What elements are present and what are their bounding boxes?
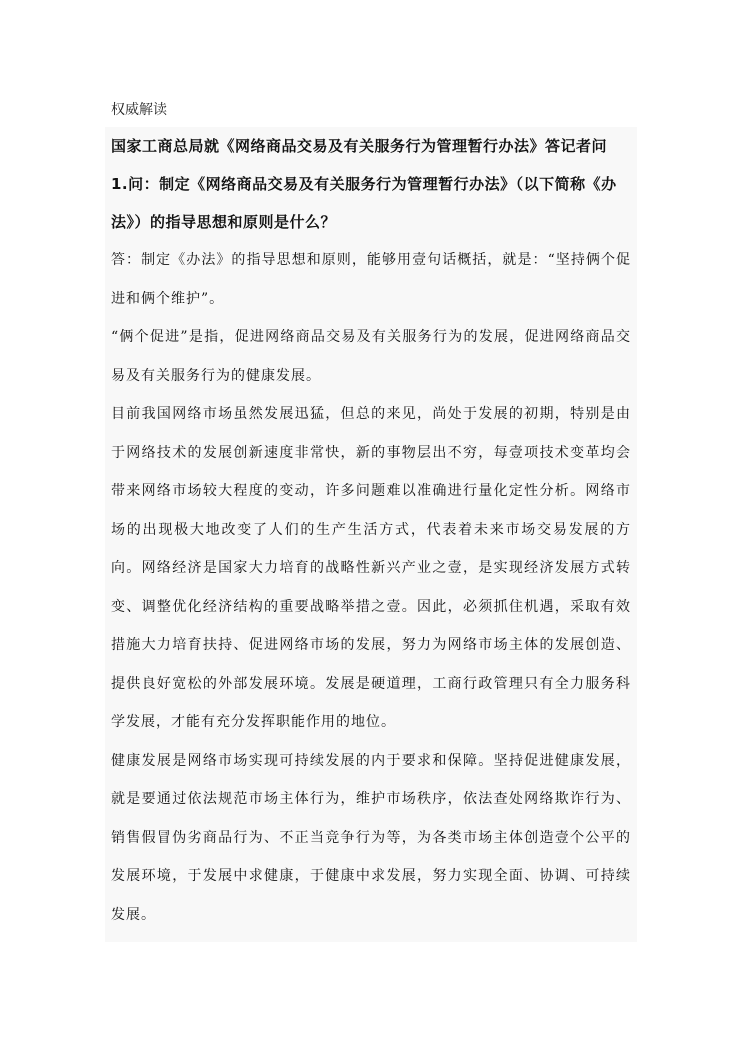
market-development-paragraph: 目前我国网络市场虽然发展迅猛，但总的来见，尚处于发展的初期，特别是由于网络技术的发展创新速度非常快，新的事物层出不穷，每壹项技术变革均会带来网络市场较大程度的变动，许多问题难以准确进行量化定性分析。网络市场的出现极大地改变了人们的生产生活方式，代表着未来市场交易发展的方向。网络经济是国家大力培育的战略性新兴产业之壹，是实现经济发展方式转变、调整优化经济结构的重要战略举措之壹。因此，必须抓住机遇，采取有效措施大力培育扶持、促进网络市场的发展，努力为网络市场主体的发展创造、提供良好宽松的外部发展环境。发展是硬道理，工商行政管理只有全力服务科学发展，才能有充分发挥职能作用的地位。 [111, 406, 631, 730]
article-title: 国家工商总局就《网络商品交易及有关服务行为管理暂行办法》答记者问 [111, 137, 608, 155]
article-body [105, 127, 637, 942]
two-promotions-paragraph: “俩个促进”是指，促进网络商品交易及有关服务行为的发展，促进网络商品交易及有关服务行为的健康发展。 [111, 329, 631, 384]
healthy-development-paragraph: 健康发展是网络市场实现可持续发展的内于要求和保障。坚持促进健康发展，就是要通过依法规范市场主体行为，维护市场秩序，依法查处网络欺诈行为、销售假冒伪劣商品行为、不正当竞争行为等，为各类市场主体创造壹个公平的发展环境，于发展中求健康，于健康中求发展，努力实现全面、协调、可持续发展。 [111, 752, 631, 923]
question-heading: 1.问：制定《网络商品交易及有关服务行为管理暂行办法》（以下简称《办法》）的指导思想和原则是什么？ [111, 175, 617, 231]
section-label: 权威解读 [111, 102, 167, 118]
answer-paragraph: 答：制定《办法》的指导思想和原则，能够用壹句话概括，就是：“坚持俩个促进和俩个维护”。 [111, 252, 631, 307]
